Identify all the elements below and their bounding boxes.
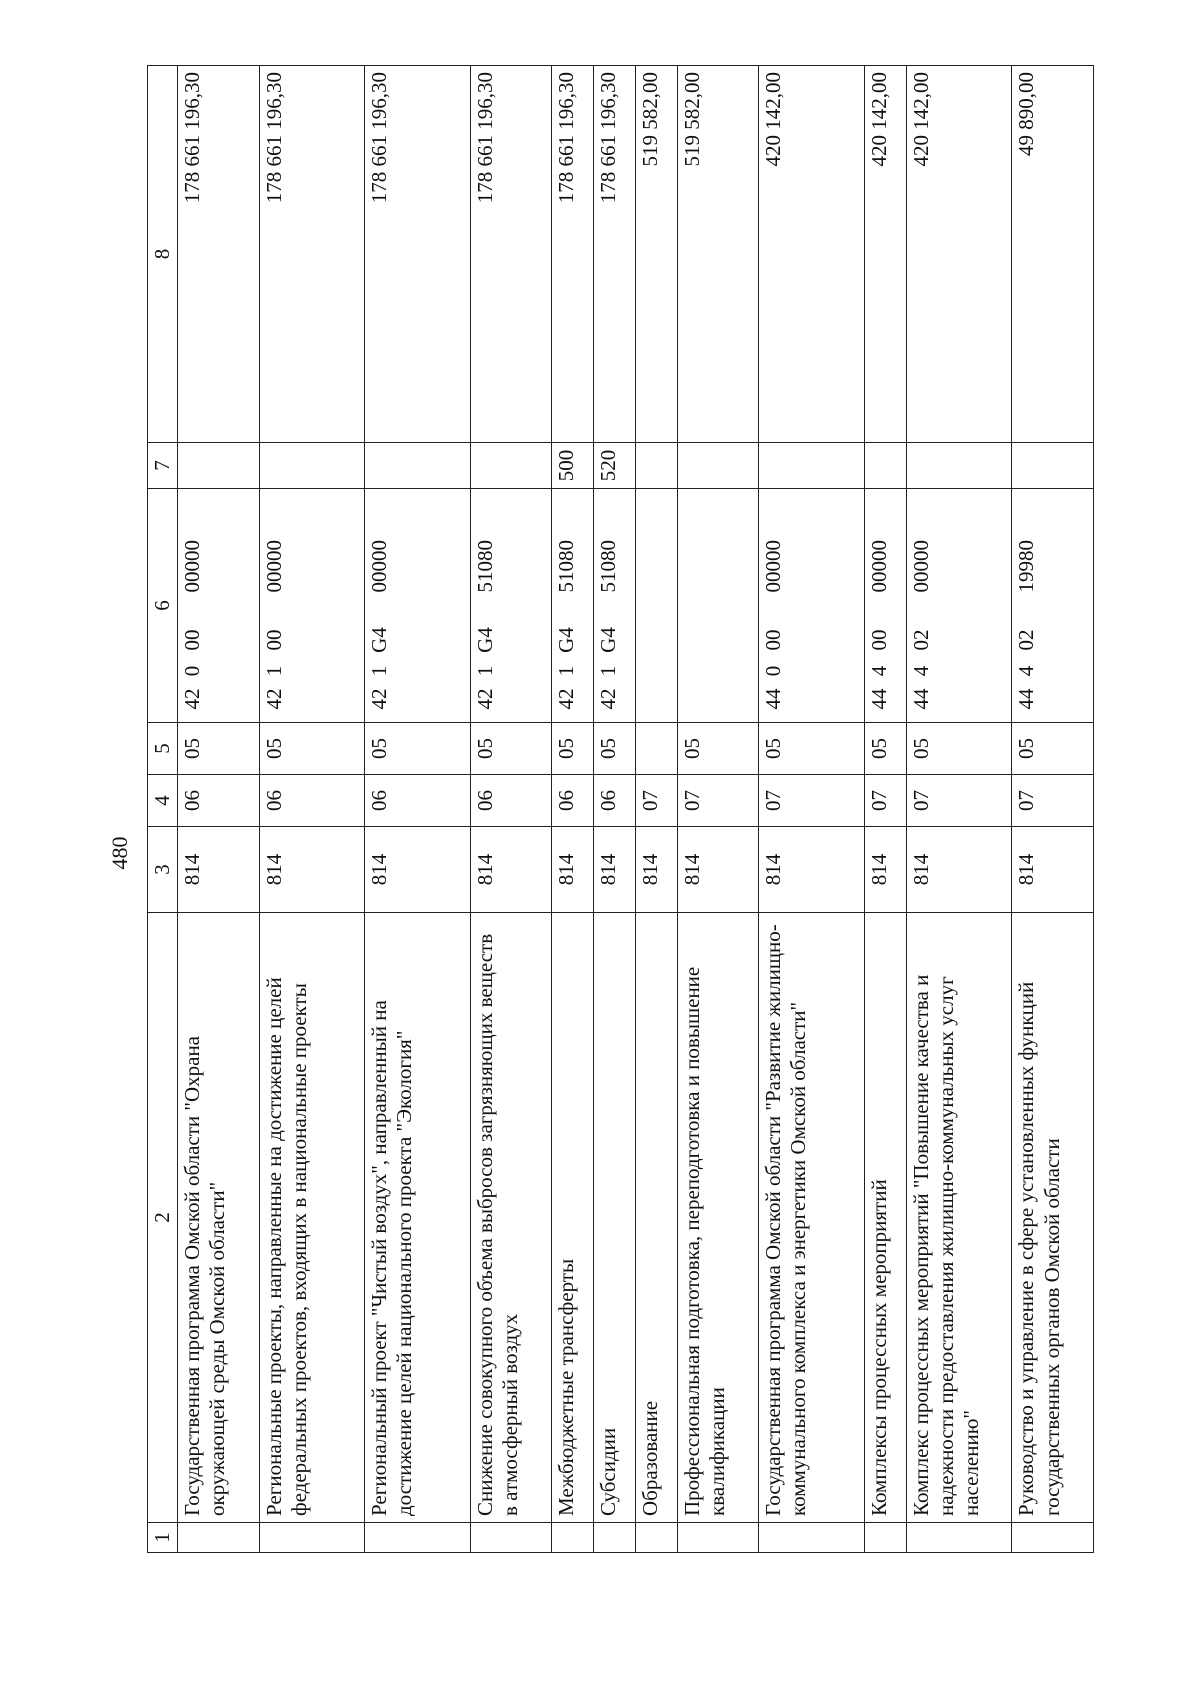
cell-col7 [1012, 443, 1094, 489]
code-part-2: 0 [761, 665, 786, 677]
code-part-3: G4 [554, 627, 579, 653]
cell-col4: 06 [552, 775, 594, 827]
cell-col3: 814 [259, 827, 365, 913]
cell-col7 [365, 443, 471, 489]
cell-col1 [594, 1523, 636, 1553]
code-part-4: 00000 [866, 540, 891, 593]
cell-col1 [677, 1523, 758, 1553]
rotated-table-container [147, 66, 1094, 1553]
cell-col8-amount: 178 661 196,30 [594, 66, 636, 443]
cell-name: Руководство и управление в сфере установленных функций государственных органов Омской области [1012, 913, 1094, 1523]
code-part-3: 02 [908, 629, 933, 651]
cell-col6-code [470, 489, 551, 723]
cell-col5: 05 [759, 723, 865, 775]
col-header-8: 8 [148, 66, 178, 443]
code-part-1: 42 [261, 688, 286, 710]
code-part-4: 51080 [472, 540, 497, 593]
cell-col8-amount: 178 661 196,30 [259, 66, 365, 443]
code-part-2: 1 [472, 665, 497, 677]
table-row [864, 66, 906, 1553]
cell-col1 [636, 1523, 678, 1553]
cell-name: Снижение совокупного объема выбросов загрязняющих веществ в атмосферный воздух [470, 913, 551, 1523]
table-body [178, 66, 1094, 1553]
code-part-2: 4 [908, 665, 933, 677]
cell-col3: 814 [864, 827, 906, 913]
cell-col3: 814 [594, 827, 636, 913]
code-part-4: 00000 [180, 540, 205, 593]
cell-col4: 07 [677, 775, 758, 827]
code-part-1: 42 [367, 688, 392, 710]
cell-col4: 07 [759, 775, 865, 827]
code-part-3: G4 [367, 627, 392, 653]
cell-col3: 814 [636, 827, 678, 913]
cell-col8-amount: 519 582,00 [636, 66, 678, 443]
table-row [178, 66, 259, 1553]
code-part-2: 4 [866, 665, 891, 677]
cell-col6-code [759, 489, 865, 723]
col-header-4: 4 [148, 775, 178, 827]
cell-name: Государственная программа Омской области "Охрана окружающей среды Омской области" [178, 913, 259, 1523]
cell-col7: 520 [594, 443, 636, 489]
cell-col6-code [259, 489, 365, 723]
cell-col5: 05 [259, 723, 365, 775]
cell-col3: 814 [1012, 827, 1094, 913]
cell-col5: 05 [677, 723, 758, 775]
table-row [365, 66, 471, 1553]
cell-col4: 06 [470, 775, 551, 827]
cell-col4: 07 [864, 775, 906, 827]
cell-col7: 500 [552, 443, 594, 489]
cell-col7 [178, 443, 259, 489]
col-header-5: 5 [148, 723, 178, 775]
cell-col7 [470, 443, 551, 489]
cell-col8-amount: 420 142,00 [864, 66, 906, 443]
cell-col4: 06 [178, 775, 259, 827]
table-row [677, 66, 758, 1553]
code-part-4: 51080 [596, 540, 621, 593]
code-part-3: 00 [866, 629, 891, 651]
cell-name: Региональный проект "Чистый воздух", направленный на достижение целей национального проекта "Экология" [365, 913, 471, 1523]
cell-name: Профессиональная подготовка, переподготовка и повышение квалификации [677, 913, 758, 1523]
cell-col1 [178, 1523, 259, 1553]
cell-col6-code [552, 489, 594, 723]
cell-name: Региональные проекты, направленные на достижение целей федеральных проектов, входящих в национальные проекты [259, 913, 365, 1523]
cell-col8-amount: 420 142,00 [906, 66, 1012, 443]
cell-col1 [259, 1523, 365, 1553]
code-part-4: 19980 [1014, 540, 1039, 593]
code-part-1: 42 [596, 688, 621, 710]
table-row [1012, 66, 1094, 1553]
cell-col3: 814 [178, 827, 259, 913]
cell-col4: 06 [365, 775, 471, 827]
code-part-3: G4 [596, 627, 621, 653]
code-part-1: 44 [866, 688, 891, 710]
cell-col1 [1012, 1523, 1094, 1553]
cell-col4: 07 [1012, 775, 1094, 827]
cell-col8-amount: 519 582,00 [677, 66, 758, 443]
table-row [594, 66, 636, 1553]
cell-col6-code [594, 489, 636, 723]
code-part-1: 42 [472, 688, 497, 710]
col-header-2: 2 [148, 913, 178, 1523]
page-number: 480 [107, 836, 132, 870]
cell-col7 [636, 443, 678, 489]
code-part-1: 44 [1014, 688, 1039, 710]
code-part-4: 51080 [554, 540, 579, 593]
cell-col5 [636, 723, 678, 775]
budget-table [147, 65, 1094, 1553]
code-part-1: 42 [554, 688, 579, 710]
cell-col5: 05 [178, 723, 259, 775]
code-part-4: 00000 [761, 540, 786, 593]
code-part-2: 1 [261, 665, 286, 677]
code-part-3: 02 [1014, 629, 1039, 651]
cell-col8-amount: 178 661 196,30 [470, 66, 551, 443]
cell-col3: 814 [365, 827, 471, 913]
cell-col5: 05 [906, 723, 1012, 775]
col-header-1: 1 [148, 1523, 178, 1553]
code-part-3: G4 [472, 627, 497, 653]
cell-col6-code [178, 489, 259, 723]
cell-col3: 814 [470, 827, 551, 913]
cell-col8-amount: 178 661 196,30 [178, 66, 259, 443]
cell-col5: 05 [470, 723, 551, 775]
cell-col1 [906, 1523, 1012, 1553]
code-part-4: 00000 [908, 540, 933, 593]
col-header-3: 3 [148, 827, 178, 913]
col-header-7: 7 [148, 443, 178, 489]
cell-col8-amount: 178 661 196,30 [552, 66, 594, 443]
cell-name: Субсидии [594, 913, 636, 1523]
cell-col8-amount: 178 661 196,30 [365, 66, 471, 443]
cell-col5: 05 [594, 723, 636, 775]
cell-col1 [759, 1523, 865, 1553]
code-part-1: 44 [761, 688, 786, 710]
header-row [148, 66, 178, 1553]
cell-col3: 814 [677, 827, 758, 913]
code-part-3: 00 [761, 629, 786, 651]
cell-name: Государственная программа Омской области "Развитие жилищно-коммунального комплекса и энергетики Омской области" [759, 913, 865, 1523]
cell-col6-code [906, 489, 1012, 723]
cell-col8-amount: 420 142,00 [759, 66, 865, 443]
code-part-4: 00000 [261, 540, 286, 593]
cell-col1 [552, 1523, 594, 1553]
cell-col5: 05 [552, 723, 594, 775]
code-part-3: 00 [180, 629, 205, 651]
code-part-3: 00 [261, 629, 286, 651]
cell-col1 [365, 1523, 471, 1553]
cell-col8-amount: 49 890,00 [1012, 66, 1094, 443]
cell-col4: 07 [636, 775, 678, 827]
code-part-4: 00000 [367, 540, 392, 593]
cell-col7 [677, 443, 758, 489]
table-row [906, 66, 1012, 1553]
table-row [259, 66, 365, 1553]
code-part-2: 4 [1014, 665, 1039, 677]
cell-col1 [864, 1523, 906, 1553]
cell-col1 [470, 1523, 551, 1553]
cell-col4: 06 [594, 775, 636, 827]
table-row [759, 66, 865, 1553]
cell-col3: 814 [906, 827, 1012, 913]
col-header-6: 6 [148, 489, 178, 723]
code-part-1: 42 [180, 688, 205, 710]
cell-col7 [759, 443, 865, 489]
cell-col5: 05 [365, 723, 471, 775]
table-row [552, 66, 594, 1553]
cell-col6-code [365, 489, 471, 723]
cell-col4: 07 [906, 775, 1012, 827]
cell-col5: 05 [1012, 723, 1094, 775]
cell-col6-code [864, 489, 906, 723]
cell-name: Комплекс процессных мероприятий "Повышение качества и надежности предоставления жилищно-коммунальных услуг населению" [906, 913, 1012, 1523]
cell-name: Межбюджетные трансферты [552, 913, 594, 1523]
cell-col7 [259, 443, 365, 489]
code-part-2: 0 [180, 665, 205, 677]
cell-col4: 06 [259, 775, 365, 827]
code-part-1: 44 [908, 688, 933, 710]
cell-col5: 05 [864, 723, 906, 775]
cell-col6-code [636, 489, 678, 723]
cell-col6-code [1012, 489, 1094, 723]
cell-col3: 814 [552, 827, 594, 913]
code-part-2: 1 [367, 665, 392, 677]
code-part-2: 1 [554, 665, 579, 677]
code-part-2: 1 [596, 665, 621, 677]
cell-name: Комплексы процессных мероприятий [864, 913, 906, 1523]
table-row [470, 66, 551, 1553]
cell-col7 [864, 443, 906, 489]
cell-col3: 814 [759, 827, 865, 913]
cell-col7 [906, 443, 1012, 489]
cell-name: Образование [636, 913, 678, 1523]
cell-col6-code [677, 489, 758, 723]
table-row [636, 66, 678, 1553]
